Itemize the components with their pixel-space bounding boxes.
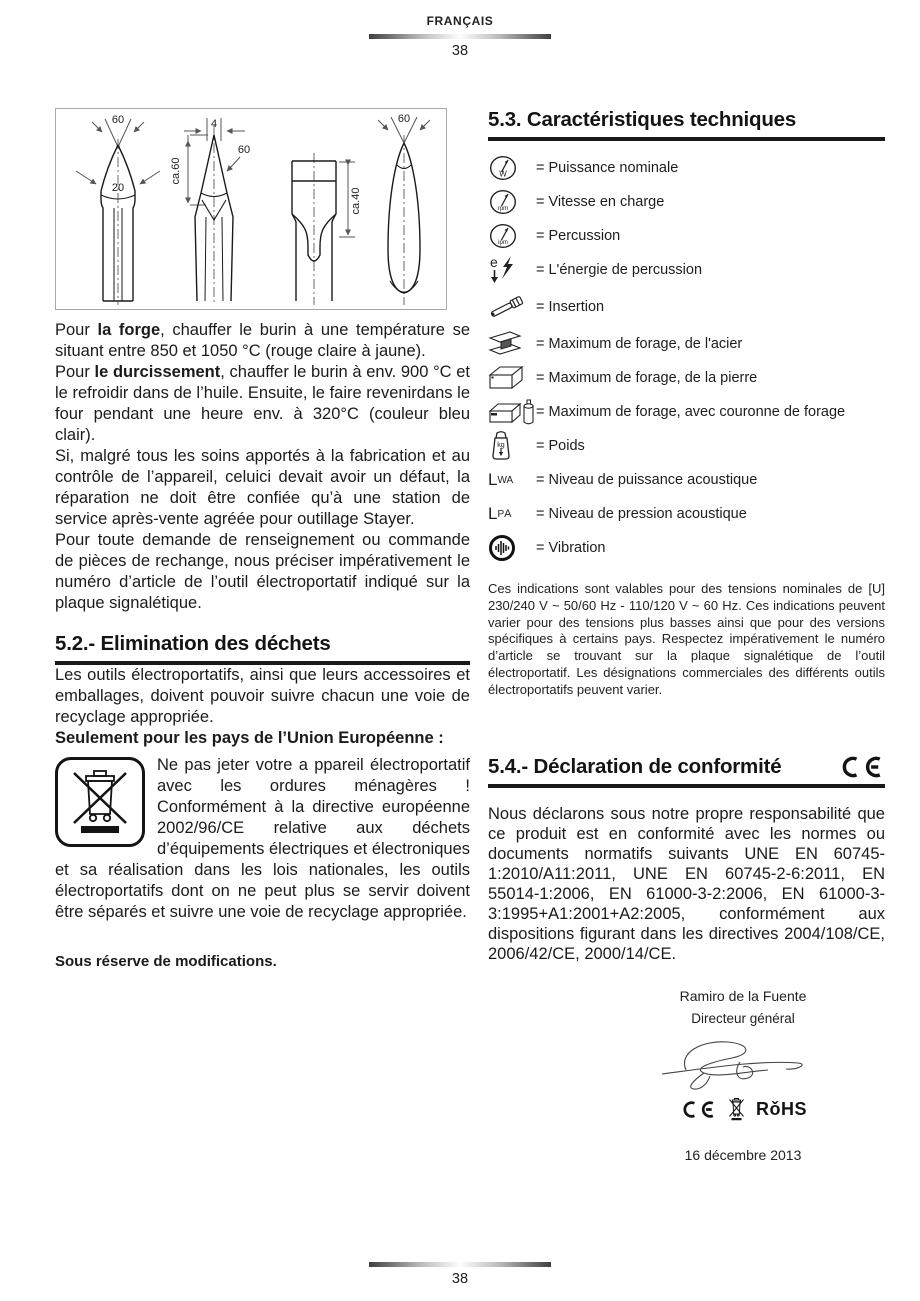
spec-row [488,361,885,395]
core-bit-icon [488,397,536,427]
spec-row [488,497,885,531]
dim-label-d3-height: ca.40 [350,187,362,215]
weee-bin-small-icon [728,1098,745,1121]
dim-label-d4-angle: 60 [397,113,411,125]
symbol-main: L [488,504,498,523]
section-5-4 [488,755,885,788]
spec-row [488,531,885,565]
ce-mark-icon [837,755,885,779]
svg-text:rpm: rpm [497,206,509,212]
dim-label-d2-width: 4 [210,118,218,130]
section-5-4-underline [488,784,885,788]
gauge-rpm-icon [488,188,536,216]
gauge-ipm-icon [488,222,536,250]
section-5-2-title: 5.2.- Elimination des déchets [55,632,331,655]
rohs-label: RǒHS [756,1098,807,1119]
spec-label: = Niveau de puissance acoustique [536,472,758,488]
language-label: FRANÇAIS [426,14,494,28]
symbol-sup: A [504,508,512,520]
svg-text:ipm: ipm [498,240,508,246]
ce-mark-small-icon [679,1100,717,1119]
certification-logos [603,1098,883,1121]
spec-label: = Niveau de pression acoustique [536,506,747,522]
weight-icon [488,430,536,462]
svg-text:e: e [490,255,498,270]
spec-label: = Vibration [536,540,606,556]
spec-row [488,185,885,219]
chisel-diagram-figure [55,108,447,310]
steel-beam-icon [488,330,536,358]
right-column [488,108,885,1163]
paragraph-conformity: Nous déclarons sous notre propre responsabilité que ce produit est en conformité avec les normes ou documents normatifs suivants UNE EN 60745-1:2010/A11:2011, UNE EN 60745-2-6:2011, EN 55014-1:2006, EN 61000-3-2:2006, EN 61000-3-3:1995+A1:2001+A2:2005, conformément aux dispositions figurant dans les directives 2004/108/CE, 2006/42/CE, 2000/14/CE. [488,804,885,963]
dim-label-d1-angle: 60 [111,114,125,126]
voltage-note: Ces indications sont valables pour des tensions nominales de [U] 230/240 V ~ 50/60 Hz - 110/120 V ~ 60 Hz. Ces indications peuvent varier pour des tensions plus basses ainsi que pour des versions spécifiques à certains pays. Respectez impérativement le numéro d’article se trouvant sur la plaque signalétique de l’outil électroportatif. Les désignations commerciales des différents outils électroportatifs peuvent varier. [488,581,885,697]
section-5-3-underline [488,137,885,141]
symbol-main: L [488,470,498,489]
spec-label: = Percussion [536,228,621,244]
note-modifications: Sous réserve de modifications. [55,953,277,970]
vibration-icon [488,534,536,562]
section-5-2 [55,632,470,665]
spec-row [488,253,885,287]
page-footer [0,1256,920,1287]
page-header [0,14,920,59]
spec-row [488,219,885,253]
signatory-name: Ramiro de la Fuente [679,987,807,1004]
paragraph-commande: Pour toute demande de renseignement ou commande de pièces de rechange, nous préciser impérativement le numéro d’article de l’outil électroportatif indiqué sur la plaque signalétique. [55,531,470,612]
spec-row [488,463,885,497]
weee-block [55,755,470,923]
text-run-bold: le durcissement [94,363,221,381]
impact-energy-icon [488,255,536,285]
text-run: Pour [55,363,95,381]
text-run-bold: la forge [97,321,161,339]
header-rule [369,34,551,39]
spec-row [488,395,885,429]
footer-rule [369,1262,551,1267]
chisel-diagram-svg [56,109,446,309]
paragraph-service: Si, malgré tous les soins apportés à la fabrication et au contrôle de l’appareil, celuici devait avoir un défaut, la réparation ne doit être confiée qu’à une station de service après-vente agréée pour outillage Stayer. [55,447,470,528]
dim-label-d2-height: ca.60 [170,157,182,185]
svg-text:kg: kg [497,442,505,449]
spec-label: = L'énergie de percussion [536,262,703,278]
spec-list [488,151,885,565]
signatory-title: Directeur général [691,1010,795,1026]
text-run: , chauffer le burin à une température se situant entre 850 et 1050 °C (rouge claire à jaune). [55,321,471,360]
text-run: , chauffer le burin à env. 900 °C et le refroidir dans de l’huile. Ensuite, le faire revenirdans le four pendant une heure env. à 320°C (couleur bleu clair). [55,363,471,444]
spec-label: = Puissance nominale [536,160,679,176]
drill-bit-icon [488,291,536,323]
spec-label: = Poids [536,438,585,454]
section-5-4-title: 5.4.- Déclaration de conformité [488,754,782,778]
svg-text:W: W [499,169,507,179]
paragraph-durcissement [55,362,470,446]
spec-label: = Maximum de forage, de l'acier [536,336,743,352]
page-number-top: 38 [451,43,469,59]
paragraph-recyclage: Les outils électroportatifs, ainsi que leurs accessoires et emballages, doivent pouvoir suivre chacun une voie de recyclage appropriée. [55,666,470,726]
left-column [55,108,470,970]
symbol-sub: WA [497,474,514,486]
signature-block [603,988,883,1163]
spec-label: = Maximum de forage, avec couronne de forage [536,404,846,420]
spec-row [488,287,885,327]
page-number-bottom: 38 [451,1271,469,1287]
dim-label-d2-angle: 60 [237,144,251,156]
paragraph-forge [55,320,470,362]
text-run: Pour [55,321,98,339]
spec-row [488,429,885,463]
dim-label-d1-width: 20 [111,182,125,194]
paragraph-weee: Ne pas jeter votre a ppareil électroportatif avec les ordures ménagères ! Conformément à la directive européenne 2002/96/CE relative aux déchets d’équipements électriques et électroniques et sa réalisation dans les lois nationales, les outils électroportatifs dont on ne peut plus se servir doivent être séparés et suivre une voie de recyclage appropriée. [55,756,470,921]
declaration-date: 16 décembre 2013 [684,1146,802,1163]
gauge-watt-icon [488,154,536,182]
spec-label: = Maximum de forage, de la pierre [536,370,758,386]
lpa-symbol [488,504,536,524]
subheading-union-europeenne: Seulement pour les pays de l’Union Européenne : [55,729,444,747]
spec-label: = Vitesse en charge [536,194,665,210]
symbol-sub: P [497,508,505,520]
signature-image [603,1032,883,1094]
lwa-symbol [488,470,536,490]
stone-block-icon [488,365,536,391]
spec-row [488,327,885,361]
section-5-3-title: 5.3. Caractéristiques techniques [488,108,797,131]
section-5-3 [488,108,885,141]
spec-row [488,151,885,185]
spec-label: = Insertion [536,299,605,315]
weee-bin-icon [55,757,145,847]
